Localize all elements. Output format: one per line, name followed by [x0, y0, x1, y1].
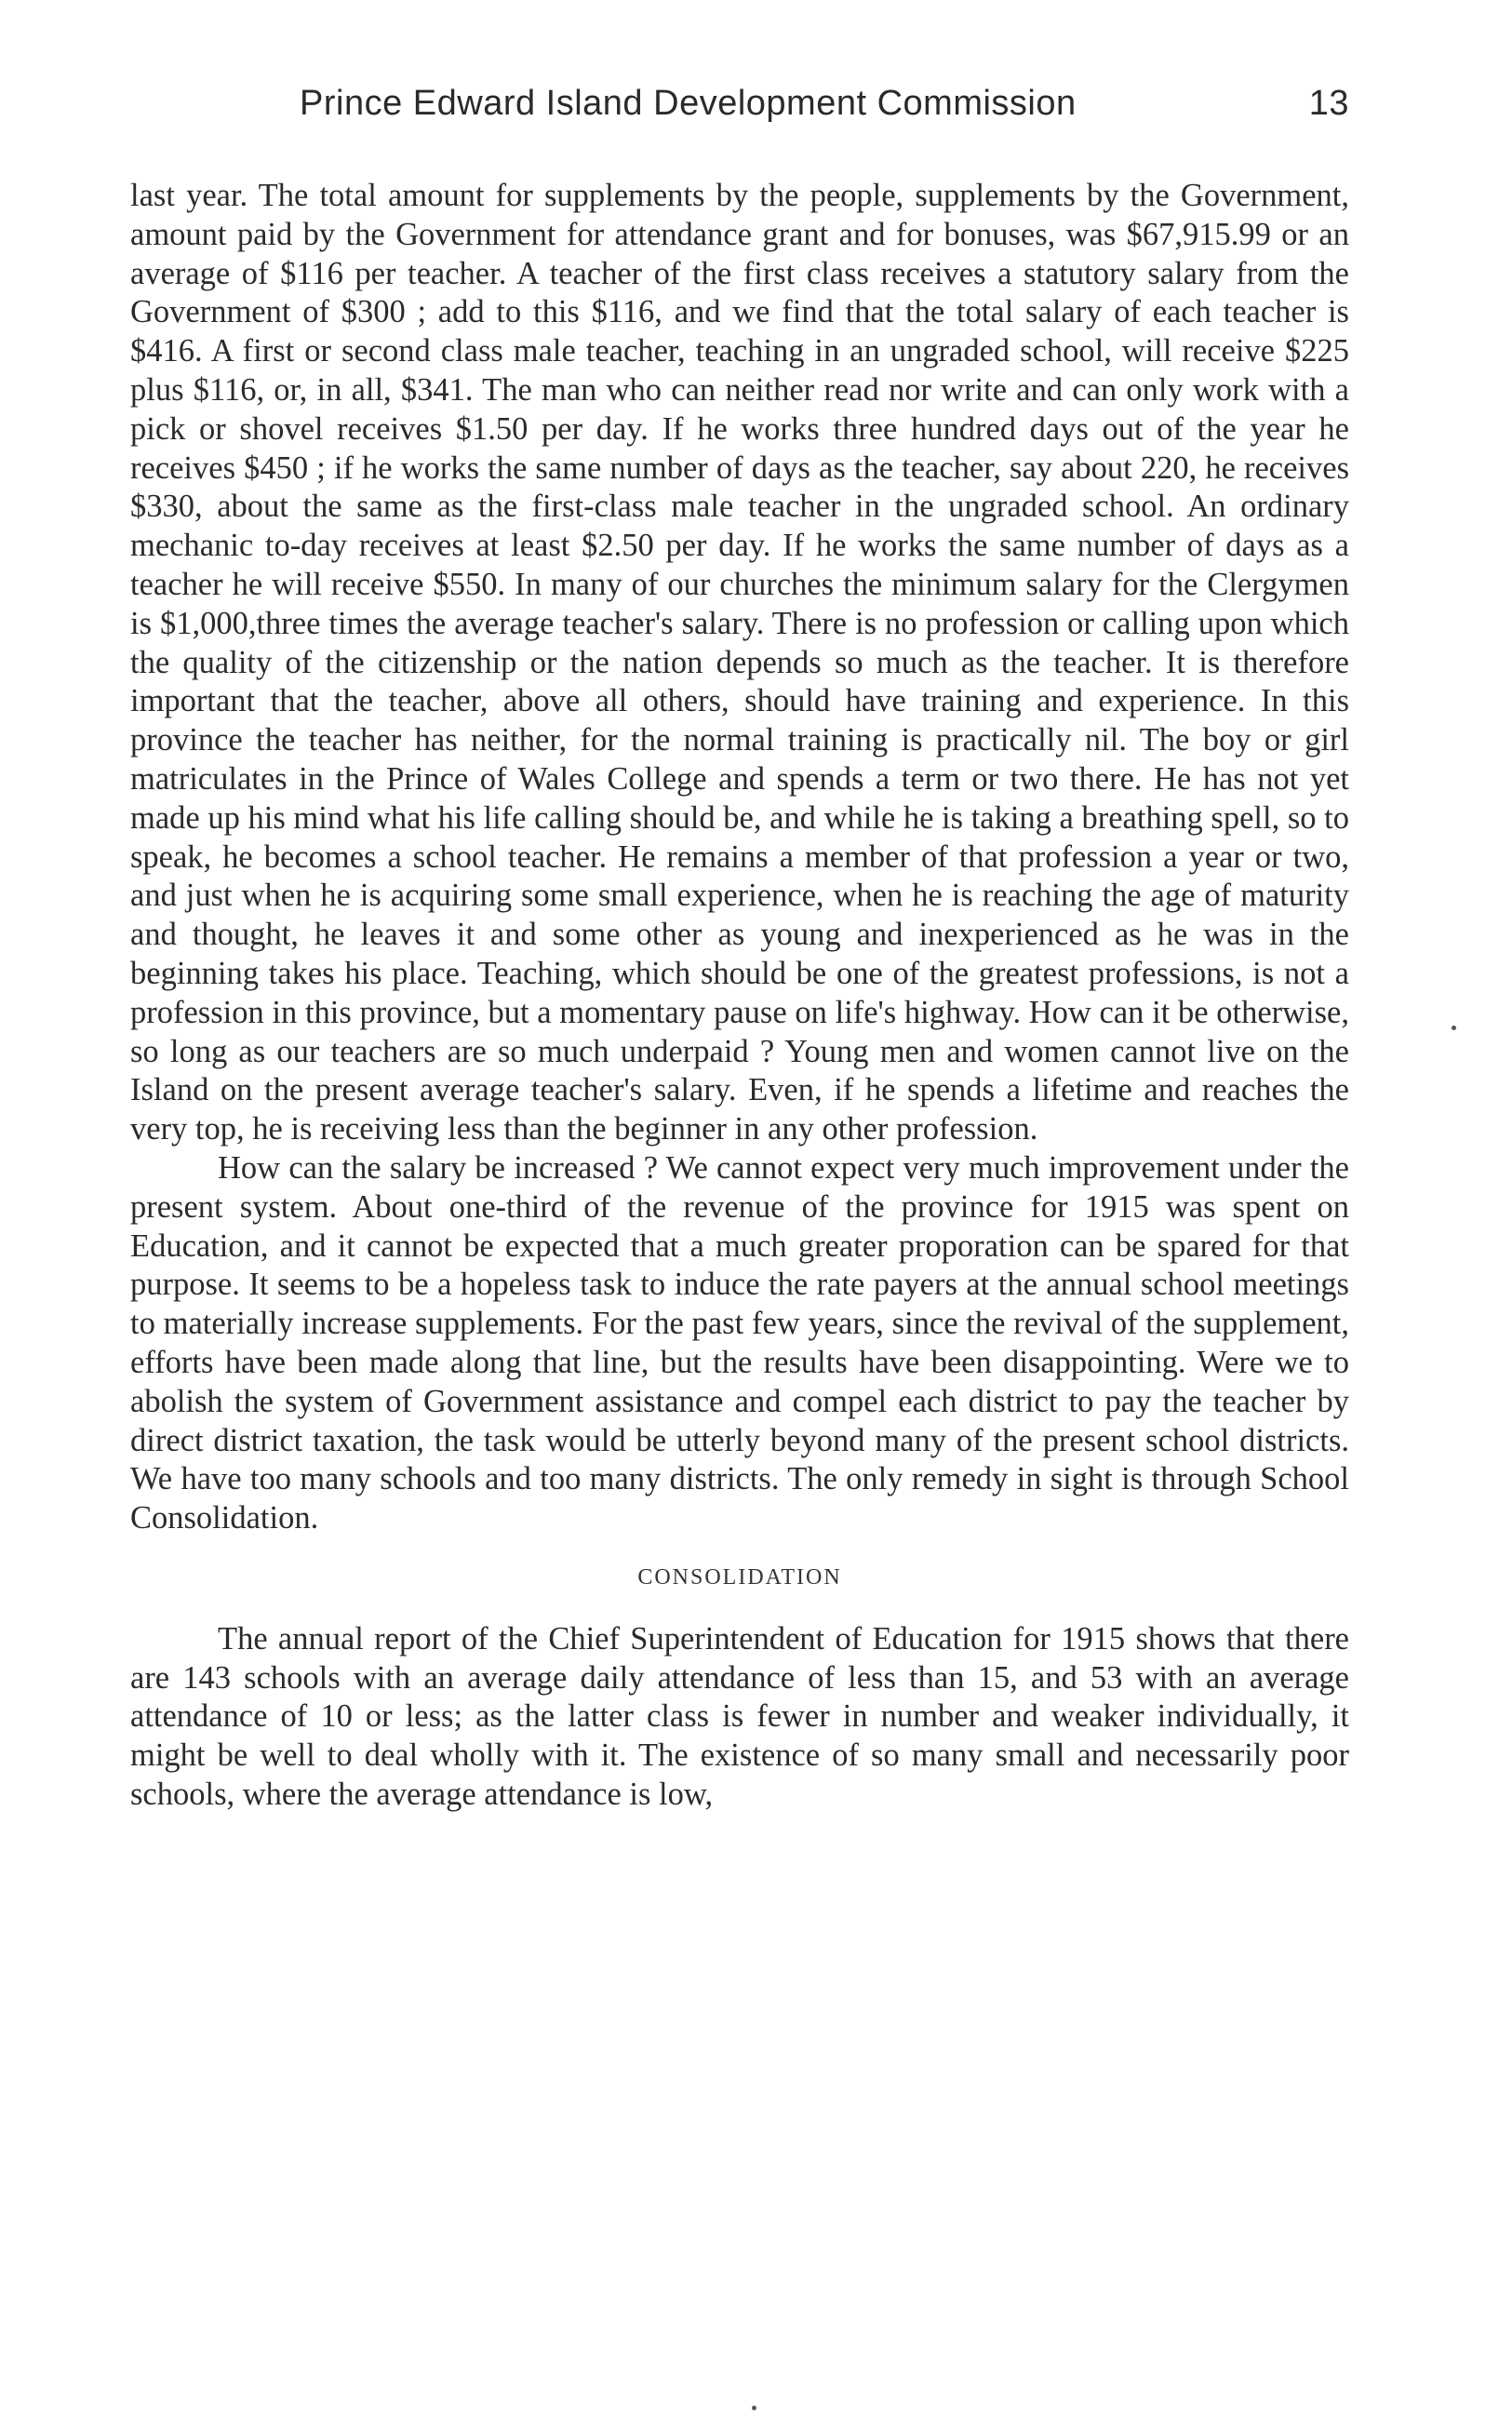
running-header-title: Prince Edward Island Development Commission — [300, 84, 1077, 123]
book-page — [130, 76, 1349, 2384]
section-heading: CONSOLIDATION — [637, 1564, 842, 1590]
bottom-speck — [752, 2406, 756, 2410]
paragraph-salary: How can the salary be increased ? We cannot expect very much improvement under the present system. About one-third of the revenue of the province for 1915 was spent on Education, and it cannot be expected that a much greater proporation can be spared for that purpose. It seems to be a hopeless task to induce the rate payers at the annual school meetings to materially increase supplements. For the past few years, since the revival of the supplement, efforts have been made along that line, but the results have been disappointing. Were we to abolish the system of Government assistance and compel each district to pay the teacher by direct district taxation, the task would be utterly beyond many of the present school districts. We have too many schools and too many districts. The only remedy in sight is through School Consolidation. — [130, 1149, 1349, 1536]
margin-speck-right — [1452, 1026, 1456, 1030]
running-header — [130, 76, 1349, 132]
paragraph-consolidation: The annual report of the Chief Superintendent of Education for 1915 shows that there are 143 schools with an average daily attendance of less than 15, and 53 with an average attendance of 10 or less; as the latter class is fewer in number and weaker individually, it might be well to deal wholly with it. The existence of so many small and necessarily poor schools, where the average attendance is low, — [130, 1620, 1349, 1813]
main-text — [130, 177, 1349, 1815]
paragraph-continued: last year. The total amount for supplements by the people, supplements by the Government, amount paid by the Government for attendance grant and for bonuses, was $67,915.99 or an average of $116 per teacher. A teacher of the first class receives a statutory salary from the Government of $300 ; add to this $116, and we find that the total salary of each teacher is $416. A first or second class male teacher, teaching in an ungraded school, will receive $225 plus $116, or, in all, $341. The man who can neither read nor write and can only work with a pick or shovel receives $1.50 per day. If he works three hundred days out of the year he receives $450 ; if he works the same number of days as the teacher, say about 220, he receives $330, about the same as the first-class male teacher in the ungraded school. An ordinary mechanic to-day receives at least $2.50 per day. If he works the same number of days as a teacher he will receive $550. In many of our churches the minimum salary for the Clergymen is $1,000,three times the average teacher's salary. There is no profession or calling upon which the quality of the citizenship or the nation depends so much as the teacher. It is therefore important that the teacher, above all others, should have training and experience. In this province the teacher has neither, for the normal training is practically nil. The boy or girl matriculates in the Prince of Wales College and spends a term or two there. He has not yet made up his mind what his life calling should be, and while he is taking a breathing spell, so to speak, he becomes a school teacher. He remains a member of that profession a year or two, and just when he is acquiring some small experience, when he is reaching the age of maturity and thought, he leaves it and some other as young and inexperienced as he was in the beginning takes his place. Teaching, which should be one of the greatest professions, is not a profession in this province, but a momentary pause on life's highway. How can it be otherwise, so long as our teachers are so much underpaid ? Young men and women cannot live on the Island on the present average teacher's salary. Even, if he spends a lifetime and reaches the very top, he is receiving less than the beginner in any other profession. — [130, 178, 1349, 1147]
page-number: 13 — [1308, 84, 1349, 123]
